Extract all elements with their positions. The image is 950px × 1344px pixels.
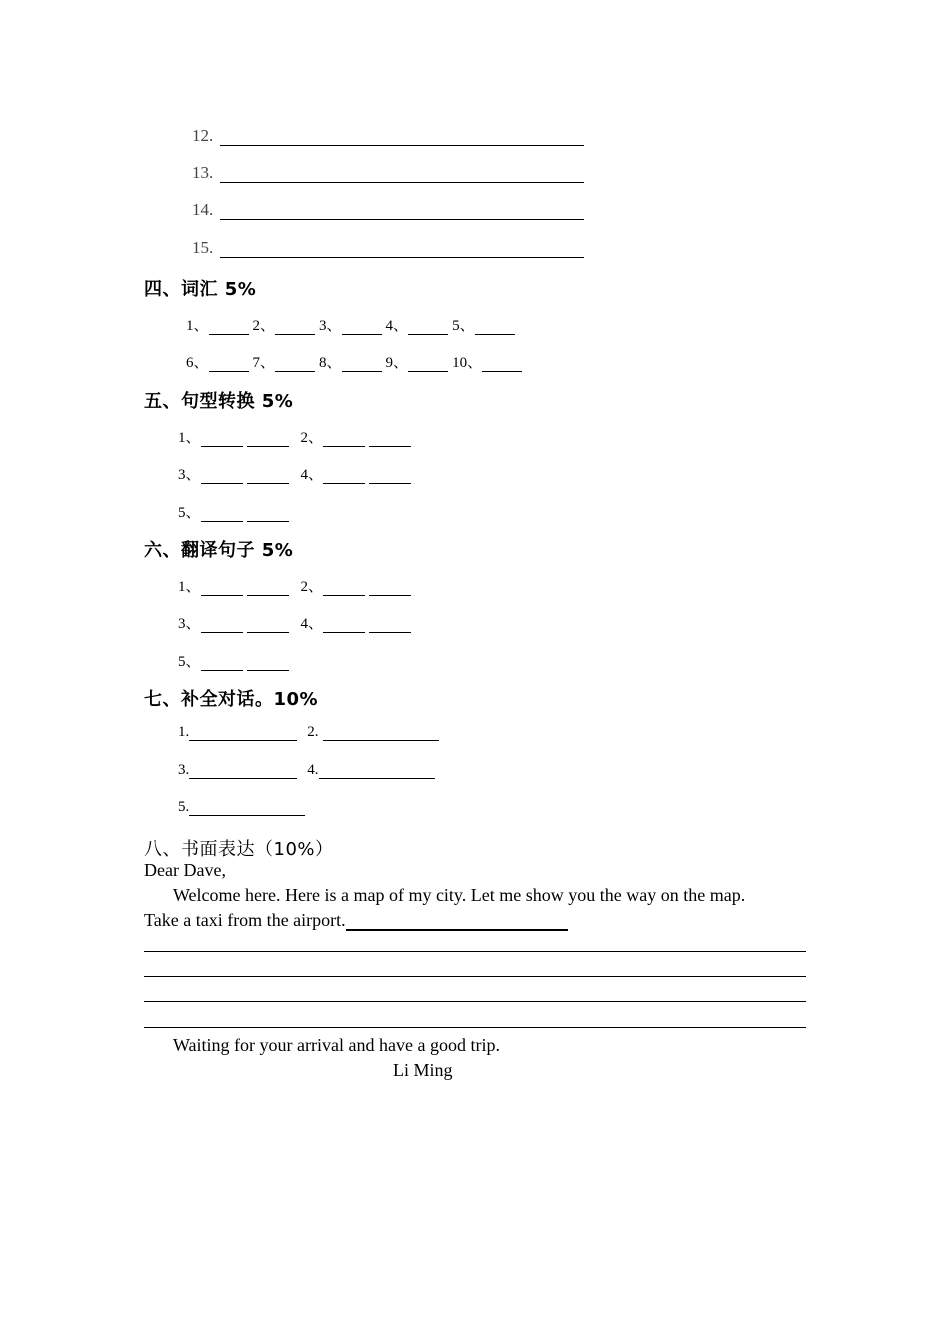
transform-item [178, 501, 289, 522]
item-number: 14. [192, 200, 214, 219]
answer-blank[interactable] [482, 357, 522, 372]
vocab-item [319, 351, 382, 372]
item-number: 13. [192, 163, 214, 182]
item-label: 6、 [186, 355, 209, 371]
section-heading-sentence-transform: 五、句型转换 5% [144, 391, 294, 412]
letter-body-line-1: Welcome here. Here is a map of my city. Let me show you the way on the map. [173, 885, 746, 905]
answer-blank[interactable] [220, 201, 584, 220]
translation-row-2 [178, 612, 411, 633]
answer-line-13 [192, 163, 584, 183]
answer-blank[interactable] [201, 507, 243, 522]
item-label: 9、 [385, 355, 409, 371]
section-heading-translation: 六、翻译句子 5% [144, 540, 294, 561]
letter-body-line-2 [144, 910, 568, 931]
dialogue-row-1 [178, 724, 439, 741]
writing-line[interactable] [144, 976, 806, 977]
dialogue-item [307, 762, 434, 779]
writing-line[interactable] [144, 951, 806, 952]
section-heading-vocabulary: 四、词汇 5% [144, 279, 257, 300]
item-label: 1. [178, 724, 190, 740]
letter-closing: Waiting for your arrival and have a good trip. [173, 1035, 500, 1055]
translation-row-1 [178, 575, 411, 596]
vocab-item [452, 314, 515, 335]
translation-item [301, 575, 412, 596]
vocab-item [452, 351, 522, 372]
item-number: 12. [192, 126, 214, 145]
item-label: 1、 [178, 430, 201, 446]
transform-row-3 [178, 501, 289, 522]
writing-line[interactable] [144, 1027, 806, 1028]
vocab-item [386, 314, 449, 335]
answer-blank[interactable] [475, 320, 515, 335]
item-label: 2、 [300, 579, 324, 595]
answer-blank[interactable] [323, 726, 439, 741]
writing-blank[interactable] [346, 911, 568, 931]
item-label: 5、 [452, 318, 475, 334]
answer-blank[interactable] [323, 618, 365, 633]
answer-blank[interactable] [220, 127, 584, 146]
dialogue-item [178, 799, 305, 816]
item-label: 3. [178, 762, 190, 778]
writing-line[interactable] [144, 1001, 806, 1002]
answer-blank[interactable] [189, 726, 297, 741]
letter-salutation: Dear Dave, [144, 860, 226, 880]
item-label: 4. [307, 762, 319, 778]
translation-item [178, 650, 289, 671]
answer-blank[interactable] [323, 581, 365, 596]
item-label: 3、 [178, 467, 201, 483]
answer-blank[interactable] [408, 357, 448, 372]
transform-item [178, 463, 289, 484]
transform-row-1 [178, 426, 411, 447]
translation-row-3 [178, 650, 289, 671]
item-label: 10、 [452, 355, 483, 371]
section-heading-writing: 八、书面表达（10%） [144, 839, 334, 860]
vocab-item [186, 351, 249, 372]
translation-item [178, 575, 289, 596]
transform-item [301, 463, 412, 484]
item-label: 5、 [178, 654, 201, 670]
item-label: 2. [307, 724, 319, 740]
answer-blank[interactable] [201, 469, 243, 484]
item-label: 2、 [300, 430, 324, 446]
answer-blank[interactable] [323, 432, 365, 447]
dialogue-item [307, 724, 438, 741]
translation-item [178, 612, 289, 633]
answer-blank[interactable] [369, 581, 411, 596]
item-label: 4、 [300, 616, 324, 632]
dialogue-row-2 [178, 762, 435, 779]
vocab-item [186, 314, 249, 335]
answer-line-14 [192, 200, 584, 220]
vocab-row-2 [186, 351, 522, 372]
item-number: 15. [192, 238, 214, 257]
vocab-row-1 [186, 314, 515, 335]
item-label: 5. [178, 799, 190, 815]
item-label: 1、 [186, 318, 209, 334]
item-label: 5、 [178, 505, 201, 521]
answer-blank[interactable] [247, 507, 289, 522]
answer-blank[interactable] [319, 764, 435, 779]
answer-blank[interactable] [275, 357, 315, 372]
vocab-item [386, 351, 449, 372]
vocab-item [319, 314, 382, 335]
answer-blank[interactable] [275, 320, 315, 335]
answer-blank[interactable] [323, 469, 365, 484]
answer-blank[interactable] [220, 239, 584, 258]
answer-blank[interactable] [201, 618, 243, 633]
dialogue-row-3 [178, 799, 305, 816]
item-label: 8、 [319, 355, 342, 371]
answer-blank[interactable] [247, 581, 289, 596]
answer-blank[interactable] [201, 656, 243, 671]
transform-item [178, 426, 289, 447]
answer-blank[interactable] [369, 618, 411, 633]
transform-row-2 [178, 463, 411, 484]
dialogue-item [178, 762, 297, 779]
item-label: 4、 [385, 318, 409, 334]
section-heading-dialogue: 七、补全对话。10% [144, 689, 319, 710]
answer-blank[interactable] [201, 581, 243, 596]
answer-blank[interactable] [342, 320, 382, 335]
answer-line-12 [192, 126, 584, 146]
letter-body-text: Take a taxi from the airport. [144, 910, 346, 930]
answer-blank[interactable] [209, 357, 249, 372]
letter-signature: Li Ming [393, 1060, 453, 1080]
answer-blank[interactable] [247, 656, 289, 671]
item-label: 4、 [300, 467, 324, 483]
answer-blank[interactable] [408, 320, 448, 335]
vocab-item [253, 314, 316, 335]
item-label: 1、 [178, 579, 201, 595]
answer-blank[interactable] [209, 320, 249, 335]
answer-blank[interactable] [247, 469, 289, 484]
item-label: 2、 [252, 318, 276, 334]
vocab-item [253, 351, 316, 372]
item-label: 7、 [252, 355, 276, 371]
answer-blank[interactable] [247, 618, 289, 633]
answer-blank[interactable] [189, 764, 297, 779]
answer-blank[interactable] [369, 469, 411, 484]
transform-item [301, 426, 412, 447]
answer-blank[interactable] [247, 432, 289, 447]
item-label: 3、 [178, 616, 201, 632]
answer-blank[interactable] [189, 801, 305, 816]
answer-line-15 [192, 238, 584, 258]
answer-blank[interactable] [369, 432, 411, 447]
answer-blank[interactable] [220, 164, 584, 183]
dialogue-item [178, 724, 297, 741]
item-label: 3、 [319, 318, 342, 334]
answer-blank[interactable] [342, 357, 382, 372]
translation-item [301, 612, 412, 633]
answer-blank[interactable] [201, 432, 243, 447]
